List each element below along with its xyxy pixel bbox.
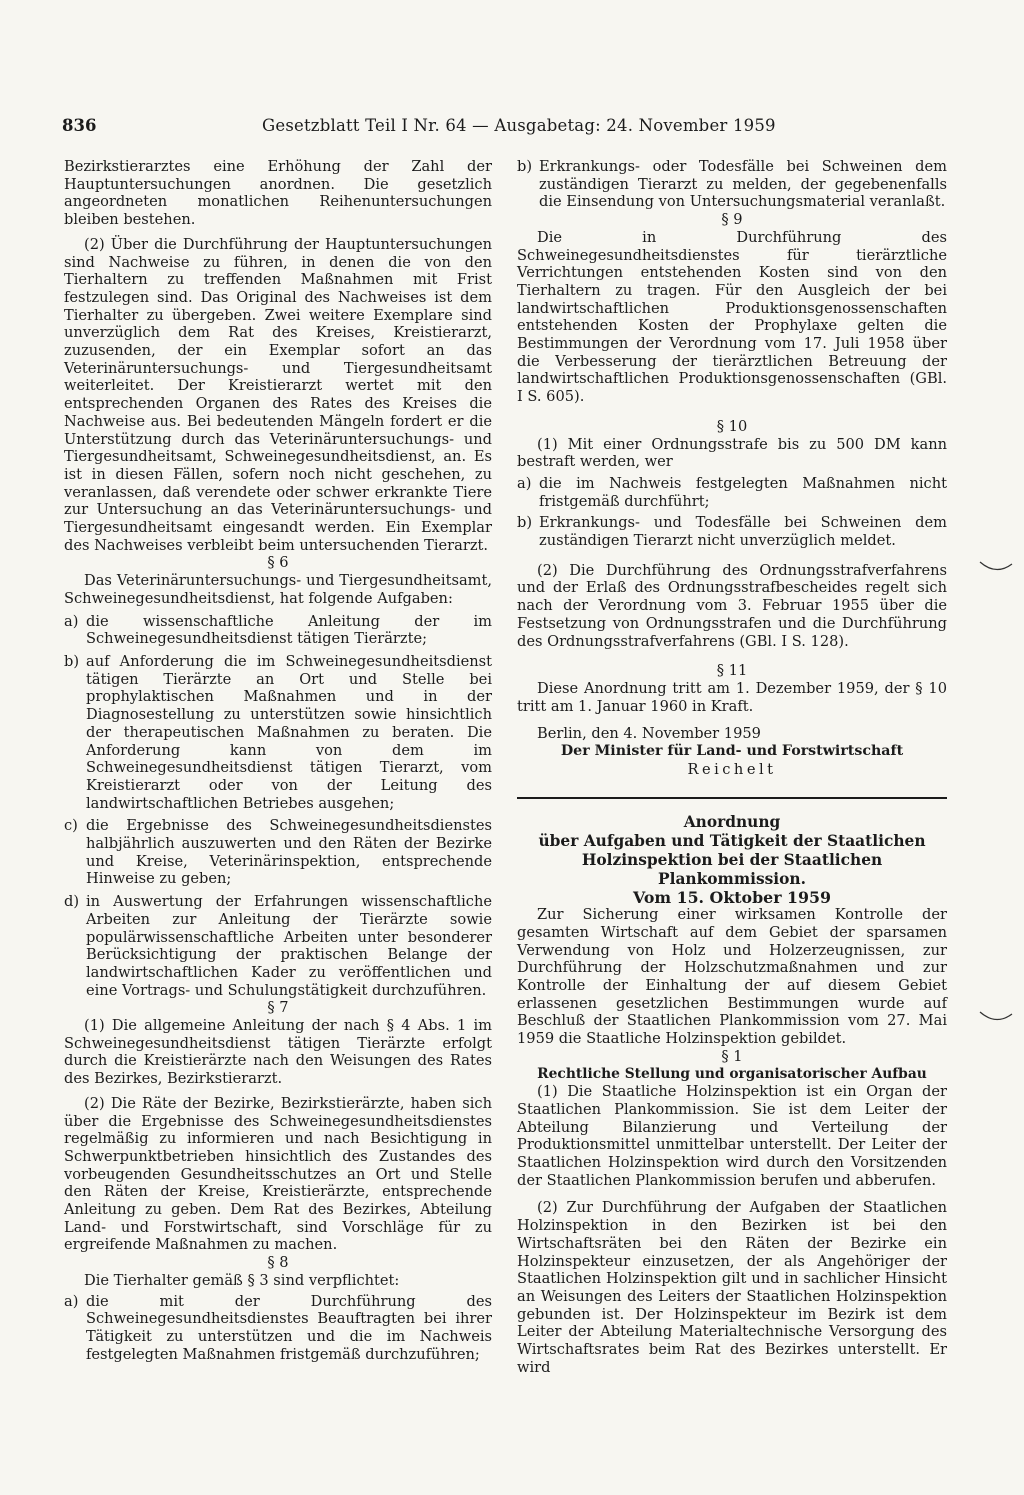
list-item-label: d) bbox=[64, 893, 80, 911]
section-7-paragraph-1: (1) Die allgemeine Anleitung der nach § 4 Abs. 1 im Schweinegesundheitsdienst tätigen Tierärzte erfolgt durch die Kreistierärzte nach den Weisungen des Rates des Bezirkes, Bezirkstierarzt. bbox=[64, 1017, 492, 1088]
place-date: Berlin, den 4. November 1959 bbox=[537, 725, 761, 743]
list-item-label: b) bbox=[64, 652, 80, 670]
new-section-1-paragraph-2: (2) Zur Durchführung der Aufgaben der Staatlichen Holzinspektion in den Bezirken ist bei den Wirtschaftsräten bei den Räten der Bezirke ein Holzinspekteur einzusetzen, der als Angehöriger der Staatlichen Holzinspektion gilt und in sachlicher Hinsicht an Weisungen des Leiters der Staatlichen Holzinspektion gebunden ist. Der Holzinspekteur im Bezirk ist dem Leiter der Abteilung Materialtechnische Versorgung des Wirtschaftsrates beim Rat des Bezirkes unterstellt. Er wird bbox=[517, 1199, 947, 1376]
section-9-text: Die in Durchführung des Schweinegesundheitsdienstes für tierärztliche Verrichtungen entstehenden Kosten sind von den Tierhaltern zu tragen. Für den Ausgleich der bei landwirtschaftlichen Produktionsgenossenschaften entstehenden Kosten der Prophylaxe gelten die Bestimmungen der Verordnung vom 17. Juli 1958 über die Verbesserung der tierärztlichen Betreuung der landwirtschaftlichen Produktionsgenossenschaften (GBl. I S. 605). bbox=[517, 228, 947, 406]
list-item bbox=[64, 613, 492, 648]
list-item-label: a) bbox=[64, 1292, 79, 1310]
new-document-date: Vom 15. Oktober 1959 bbox=[633, 887, 831, 907]
section-6-heading: § 6 bbox=[267, 554, 289, 572]
margin-punch-mark bbox=[978, 1010, 1014, 1024]
signatory-title: Der Minister für Land- und Forstwirtschaft bbox=[560, 743, 904, 760]
list-item-text: in Auswertung der Erfahrungen wissenschaftliche Arbeiten zur Anleitung der Tierärzte sowie populärwissenschaftliche Arbeiten unter besonderer Berücksichtigung der praktischen Belange der landwirtschaftlichen Kader zu veröffentlichen und eine Vortrags- und Schulungstätigkeit durchzuführen. bbox=[86, 893, 492, 999]
section-7-paragraph-2: (2) Die Räte der Bezirke, Bezirkstierärzte, haben sich über die Ergebnisse des Schweinegesundheitsdienstes regelmäßig zu informieren und nach Besichtigung in Schwerpunktbetrieben hinsichtlich des Zustandes des vorbeugenden Gesundheitsschutzes an Ort und Stelle den Räten der Kreise, Kreistierärzte, entsprechende Anleitung zu geben. Dem Rat des Bezirkes, Abteilung Land- und Forstwirtschaft, sind Vorschläge für zu ergreifende Maßnahmen zu machen. bbox=[64, 1094, 492, 1254]
page-number: 836 bbox=[62, 116, 97, 135]
list-item bbox=[64, 1293, 492, 1364]
list-item bbox=[517, 514, 947, 549]
margin-punch-mark bbox=[978, 560, 1014, 574]
list-item bbox=[517, 158, 947, 211]
list-item-text: die im Nachweis festgelegten Maßnahmen nicht fristgemäß durchführt; bbox=[539, 474, 947, 510]
list-item bbox=[64, 817, 492, 888]
section-8-heading: § 8 bbox=[267, 1254, 289, 1272]
new-section-1-subheading: Rechtliche Stellung und organisatorischer Aufbau bbox=[537, 1065, 927, 1082]
section-7-heading: § 7 bbox=[267, 999, 289, 1017]
section-9-heading: § 9 bbox=[721, 211, 743, 229]
section-divider bbox=[517, 797, 947, 799]
list-item bbox=[64, 893, 492, 999]
list-item-text: die wissenschaftliche Anleitung der im Schweinegesundheitsdienst tätigen Tierärzte; bbox=[86, 612, 492, 648]
signatory-name: Reichelt bbox=[687, 760, 777, 778]
right-column bbox=[517, 158, 947, 1376]
list-item-label: c) bbox=[64, 817, 78, 835]
list-item-text: Erkrankungs- und Todesfälle bei Schweinen dem zuständigen Tierarzt nicht unverzüglich meldet. bbox=[539, 514, 947, 550]
new-document-subtitle-line-1: über Aufgaben und Tätigkeit der Staatlichen bbox=[538, 831, 926, 850]
new-document-subtitle-line-2: Holzinspektion bei der Staatlichen Plankommission. bbox=[581, 850, 883, 888]
list-item-label: a) bbox=[64, 612, 79, 630]
section-11-text: Diese Anordnung tritt am 1. Dezember 1959, der § 10 tritt am 1. Januar 1960 in Kraft. bbox=[517, 679, 947, 715]
section-10-paragraph-2: (2) Die Durchführung des Ordnungsstrafverfahrens und der Erlaß des Ordnungsstrafbescheides regelt sich nach der Verordnung vom 3. Februar 1955 über die Festsetzung von Ordnungsstrafen und die Durchführung des Ordnungsstrafverfahrens (GBl. I S. 128). bbox=[517, 561, 947, 650]
list-item bbox=[517, 475, 947, 510]
list-item-label: a) bbox=[517, 474, 532, 492]
new-document-title: Anordnung bbox=[683, 812, 781, 831]
paragraph-continuation: Bezirkstierarztes eine Erhöhung der Zahl der Hauptuntersuchungen anordnen. Die gesetzlich angeordneten monatlichen Reihenuntersuchungen bleiben bestehen. bbox=[64, 158, 492, 229]
list-item-text: die Ergebnisse des Schweinegesundheitsdienstes halbjährlich auszuwerten und den Räten der Bezirke und Kreise, Veterinärinspektion, entsprechende Hinweise zu geben; bbox=[86, 817, 492, 888]
list-item-text: auf Anforderung die im Schweinegesundheitsdienst tätigen Tierärzte an Ort und Stelle bei prophylaktischen Maßnahmen und in der Diagnosestellung zu unterstützen sowie hinsichtlich der therapeutischen Maßnahmen zu beraten. Die Anforderung kann von dem im Schweinegesundheitsdienst tätigen Tierarzt, vom Kreistierarzt oder von der Leitung des landwirtschaftlichen Betriebes ausgehen; bbox=[86, 652, 492, 812]
section-8-intro: Die Tierhalter gemäß § 3 sind verpflichtet: bbox=[84, 1271, 400, 1289]
section-6-intro: Das Veterinäruntersuchungs- und Tiergesundheitsamt, Schweinegesundheitsdienst, hat folgende Aufgaben: bbox=[64, 572, 492, 607]
paragraph-5-2: (2) Über die Durchführung der Hauptuntersuchungen sind Nachweise zu führen, in denen die von den Tierhaltern zu treffenden Maßnahmen mit Frist festzulegen sind. Das Original des Nachweises ist dem Tierhalter zu übergeben. Zwei weitere Exemplare sind unverzüglich dem Rat des Kreises, Kreistierarzt, zuzusenden, der ein Exemplar sofort an das Veterinäruntersuchungs- und Tiergesundheitsamt weiterleitet. Der Kreistierarzt wertet mit den entsprechenden Organen des Rates des Kreises die Nachweise aus. Bei bedeutenden Mängeln fordert er die Unterstützung durch das Veterinäruntersuchungs- und Tiergesundheitsamt, Schweinegesundheitsdienst, an. Es ist in diesen Fällen, sofern noch nicht geschehen, zu veranlassen, daß verendete oder schwer erkrankte Tiere zur Untersuchung an das Veterinäruntersuchungs- und Tiergesundheitsamt eingesandt werden. Ein Exemplar des Nachweises verbleibt beim untersuchenden Tierarzt. bbox=[64, 235, 492, 554]
new-section-1-paragraph-1: (1) Die Staatliche Holzinspektion ist ein Organ der Staatlichen Plankommission. Sie ist dem Leiter der Abteilung Bilanzierung und Verteilung der Produktionsmittel unmittelbar unterstellt. Der Leiter der Staatlichen Holzinspektion wird durch den Vorsitzenden der Staatlichen Plankommission berufen und abberufen. bbox=[517, 1083, 947, 1189]
list-item-text: die mit der Durchführung des Schweinegesundheitsdienstes Beauftragten bei ihrer Tätigkeit zu unterstützen und die im Nachweis festgelegten Maßnahmen fristgemäß durchzuführen; bbox=[86, 1292, 492, 1363]
list-item-label: b) bbox=[517, 158, 533, 175]
left-column bbox=[64, 158, 492, 1363]
section-10-heading: § 10 bbox=[716, 417, 748, 435]
page-header bbox=[62, 116, 962, 140]
section-11-heading: § 11 bbox=[716, 662, 748, 680]
list-item bbox=[64, 653, 492, 812]
new-section-1-heading: § 1 bbox=[721, 1047, 743, 1065]
list-item-label: b) bbox=[517, 514, 533, 532]
list-item-text: Erkrankungs- oder Todesfälle bei Schweinen dem zuständigen Tierarzt zu melden, der gegebenenfalls die Einsendung von Untersuchungsmaterial veranlaßt. bbox=[539, 158, 947, 211]
header-title: Gesetzblatt Teil I Nr. 64 — Ausgabetag: 24. November 1959 bbox=[262, 116, 776, 135]
section-10-paragraph-1: (1) Mit einer Ordnungsstrafe bis zu 500 DM kann bestraft werden, wer bbox=[517, 435, 947, 471]
preamble: Zur Sicherung einer wirksamen Kontrolle der gesamten Wirtschaft auf dem Gebiet der sparsamen Verwendung von Holz und Holzerzeugnissen, zur Durchführung der Holzschutzmaßnahmen und zur Kontrolle der Einhaltung der auf diesem Gebiet erlassenen gesetzlichen Bestimmungen wurde auf Beschluß der Staatlichen Plankommission vom 27. Mai 1959 die Staatliche Holzinspektion gebildet. bbox=[517, 906, 947, 1048]
